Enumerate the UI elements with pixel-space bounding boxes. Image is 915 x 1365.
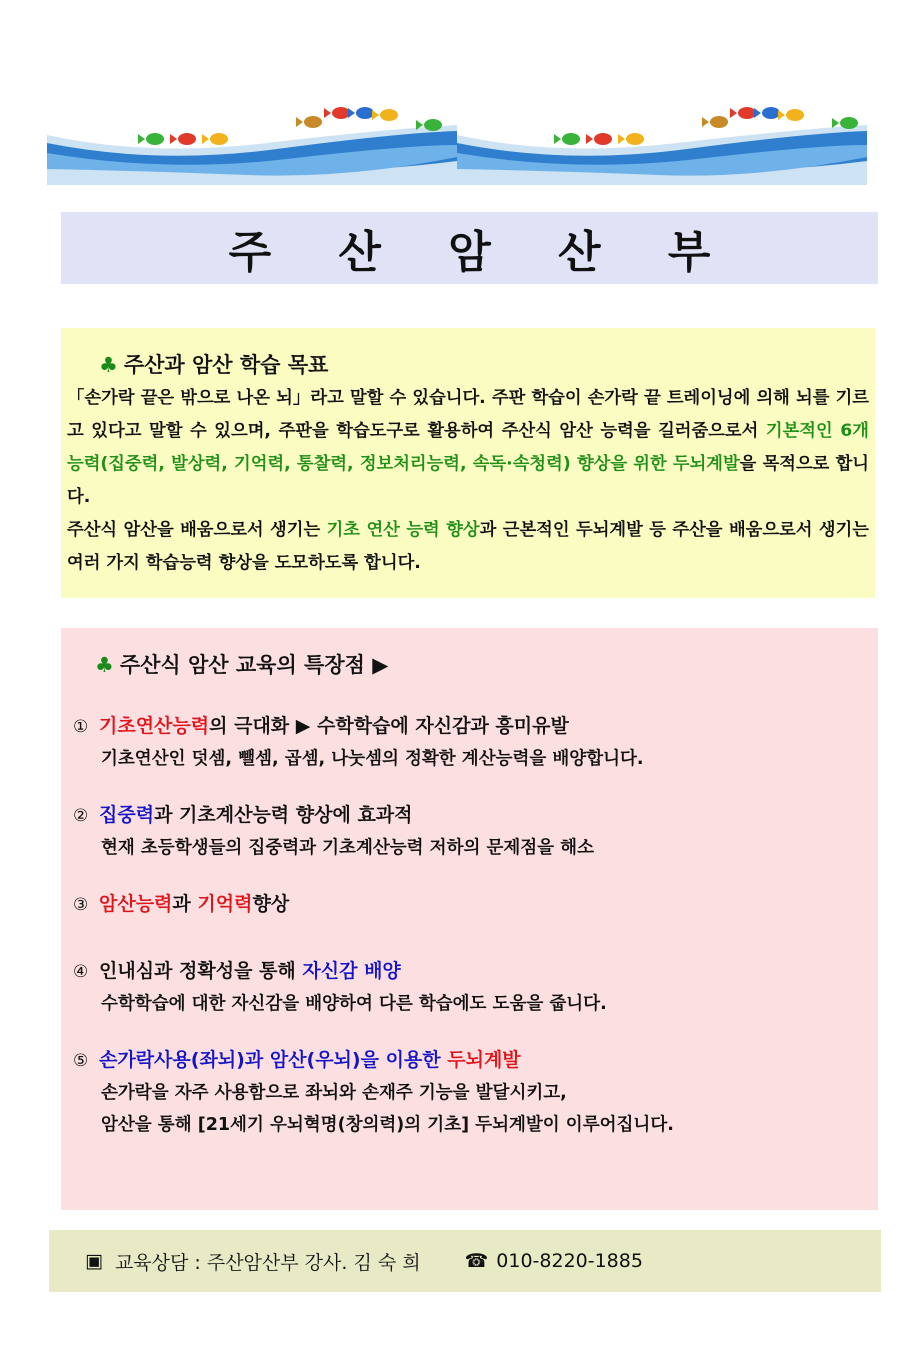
features-section <box>61 628 878 1210</box>
item-title: 과 <box>172 893 198 915</box>
item-highlight: 자신감 배양 <box>302 960 401 982</box>
goal-heading <box>99 348 869 382</box>
goal-paragraph-2 <box>67 514 869 580</box>
item-title: 손가락사용(좌뇌)과 암산(우뇌)을 이용한 <box>99 1049 448 1071</box>
contact-bar <box>49 1230 881 1292</box>
goal-p2-text: 주산식 암산을 배움으로서 생기는 <box>67 520 327 540</box>
item-highlight: 두뇌계발 <box>447 1049 521 1071</box>
item-highlight: 기초연산능력 <box>99 715 210 737</box>
square-bullet-icon: ▣ <box>85 1250 103 1272</box>
feature-item <box>73 955 866 1020</box>
item-highlight: 집중력 <box>99 804 155 826</box>
item-description: 암산을 통해 [21세기 우뇌혁명(창의력)의 기초] 두뇌계발이 이루어집니다. <box>101 1115 674 1135</box>
item-description: 기초연산인 덧셈, 뺄셈, 곱셈, 나눗셈의 정확한 계산능력을 배양합니다. <box>101 749 644 769</box>
item-highlight: 암산능력 <box>99 893 173 915</box>
item-number: ② <box>73 806 89 826</box>
goal-p2-highlight: 기초 연산 능력 향상 <box>326 520 480 540</box>
item-number: ④ <box>73 962 89 982</box>
feature-item <box>73 888 866 921</box>
item-number: ① <box>73 717 89 737</box>
goal-p1-end: 을 목적으로 합니다. <box>67 454 870 507</box>
goal-paragraph-1 <box>67 382 869 514</box>
item-title: 과 기초계산능력 향상에 효과적 <box>154 804 413 826</box>
item-title: 인내심과 정확성을 통해 <box>99 960 303 982</box>
item-number: ⑤ <box>73 1051 89 1071</box>
item-description: 현재 초등학생들의 집중력과 기초계산능력 저하의 문제점을 해소 <box>101 838 594 858</box>
wave-fish-banner-right <box>457 95 867 185</box>
wave-fish-banner-left <box>47 95 457 185</box>
goal-p1-highlight: 기본적인 6개 능력(집중력, 발상력, 기억력, 통찰력, 정보처리능력, 속독·속청력) 향상을 위한 두뇌계발 <box>67 421 869 474</box>
title-banner <box>61 212 878 284</box>
features-heading <box>95 648 866 682</box>
item-number: ③ <box>73 895 89 915</box>
features-heading-text: 주산식 암산 교육의 특장점 ▶ <box>119 653 389 677</box>
phone-icon: ☎ <box>464 1250 489 1272</box>
item-title: 향상 <box>252 893 290 915</box>
contact-label: 교육상담 : 주산암산부 강사. 김 숙 희 <box>114 1251 421 1274</box>
goal-p1-text: 「손가락 끝은 밖으로 나온 뇌」라고 말할 수 있습니다. 주판 학습이 손가락 끝 트레이닝에 의해 뇌를 기르고 있다고 말할 수 있으며, 주판을 학습도구로 활용하여 주산식 암산 능력을 길러줌으로서 <box>67 388 869 441</box>
item-description: 손가락을 자주 사용함으로 좌뇌와 손재주 기능을 발달시키고, <box>101 1083 567 1103</box>
item-description: 수학학습에 대한 자신감을 배양하여 다른 학습에도 도움을 줍니다. <box>101 994 607 1014</box>
goal-p2-end: 과 근본적인 두뇌계발 등 주산을 배움으로서 생기는 여러 가지 학습능력 향상을 도모하도록 합니다. <box>67 520 870 573</box>
feature-item <box>73 710 866 775</box>
learning-goal-section <box>61 328 875 598</box>
phone-number: 010-8220-1885 <box>496 1250 643 1272</box>
feature-item <box>73 799 866 864</box>
item-highlight: 기억력 <box>197 893 253 915</box>
club-icon: ♣ <box>95 653 114 677</box>
club-icon: ♣ <box>99 353 118 377</box>
page-title: 주 산 암 산 부 <box>228 227 737 278</box>
goal-heading-text: 주산과 암산 학습 목표 <box>123 353 329 377</box>
item-title: 의 극대화 ▶ 수학학습에 자신감과 흥미유발 <box>209 715 569 737</box>
feature-item <box>73 1044 866 1141</box>
